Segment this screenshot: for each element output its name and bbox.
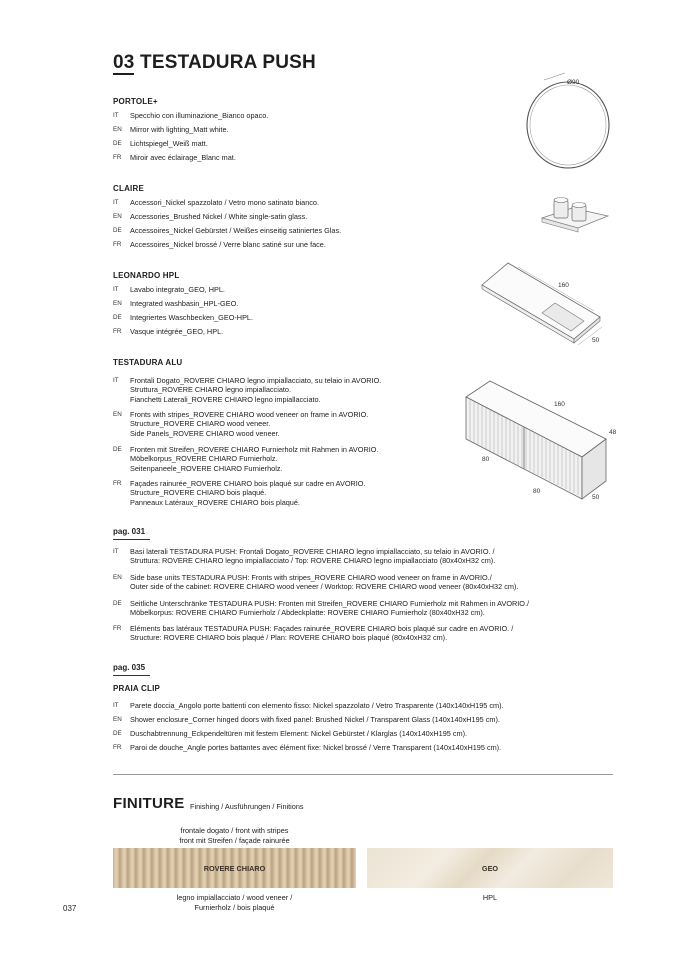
lang-code: DE [113,446,122,453]
lang-code: DE [113,600,122,607]
mirror-diagram [520,70,620,180]
lang-code: DE [113,140,122,147]
lang-code: IT [113,112,119,119]
cabinet-left-width-label: 80 [482,456,490,463]
section-divider [113,774,613,775]
list-item-text: Eléments bas latéraux TESTADURA PUSH: Façades rainurée_ROVERE CHIARO bois plaqué sur cadre en AVORIO. / Structure: ROVERE CHIARO bois plaqué / Plan: ROVERE CHIARO bois plaqué (80x40xH32 cm). [130,624,514,643]
cabinet-width-label: 160 [554,401,565,408]
list-item-text: Miroir avec éclairage_Blanc mat. [130,153,236,162]
section-title-testadura-alu: TESTADURA ALU [113,358,183,367]
mirror-inner-outline [530,85,606,165]
swatch-geo [367,848,613,888]
list-item-text: Duschabtrennung_Eckpendeltüren mit festem Element: Nickel Gebürstet / Klarglas (140x140xH195 cm). [130,729,468,738]
mirror-diameter-label: Ø90 [567,79,580,86]
swatch-rovere-chiaro [113,848,356,888]
list-item-text: Lavabo integrato_GEO, HPL. [130,285,225,294]
swatch-label: ROVERE CHIARO [203,863,266,873]
washbasin-top [482,263,600,339]
list-item-text: Seitliche Unterschränke TESTADURA PUSH: Fronten mit Streifen_ROVERE CHIARO Furnierholz mit Rahmen in AVORIO./ Möbelkorpus: ROVERE CHIARO Furnierholz / Abdeckplatte: ROVERE CHIARO Furnierholz (80x40xH32 cm). [130,599,530,618]
list-item-text: Side base units TESTADURA PUSH: Fronts with stripes_ROVERE CHIARO wood veneer on frame in AVORIO./ Outer side of the cabinet: ROVERE CHIARO wood veneer / Worktop: ROVERE CHIARO wood veneer (80x40xH32 cm). [130,573,519,592]
list-item-text: Vasque intégrée_GEO, HPL. [130,327,224,336]
title-underline [113,73,134,75]
lang-code: IT [113,548,119,555]
lang-code: FR [113,480,122,487]
cabinet-diagram [462,375,620,503]
front-caption-line-1: frontale dogato / front with stripes [180,826,289,835]
lang-code: EN [113,574,122,581]
finiture-subtitle: Finishing / Ausführungen / Finitions [190,802,304,811]
page-reference-031: pag. 031 [113,527,146,536]
list-item-text: Specchio con illuminazione_Bianco opaco. [130,111,269,120]
washbasin-depth-label: 50 [592,337,600,344]
list-item-text: Fronts with stripes_ROVERE CHIARO wood veneer on frame in AVORIO. Structure_ROVERE CHIARO wood veneer. Side Panels_ROVERE CHIARO wood veneer. [130,410,369,438]
list-item-text: Paroi de douche_Angle portes battantes avec élément fixe: Nickel brossé / Verre Transparent (140x140xH195 cm). [130,743,502,752]
lang-code: DE [113,730,122,737]
lang-code: EN [113,213,122,220]
lang-code: IT [113,286,119,293]
page-title: 03 TESTADURA PUSH [113,52,316,73]
lang-code: EN [113,126,122,133]
dispenser-top [572,203,586,208]
swatch-label: GEO [481,863,499,873]
list-item-text: Fronten mit Streifen_ROVERE CHIARO Furnierholz mit Rahmen in AVORIO. Möbelkorpus_ROVERE CHIARO Furnierholz. Seitenpaneele_ROVERE CHIARO Furnierholz. [130,445,379,473]
dimension-line [544,73,565,80]
finiture-title: FINITURE [113,795,185,812]
washbasin-diagram [478,255,608,350]
accessories-diagram [538,188,613,236]
page-reference-035: pag. 035 [113,663,146,672]
lang-code: EN [113,716,122,723]
section-title-portole: PORTOLE+ [113,97,158,106]
list-item-text: Integrated washbasin_HPL-GEO. [130,299,239,308]
section-title-leonardo: LEONARDO HPL [113,271,180,280]
tumbler-top [554,198,568,203]
list-item-text: Shower enclosure_Corner hinged doors with fixed panel: Brushed Nickel / Transparent Glass (140x140xH195 cm). [130,715,500,724]
lang-code: FR [113,154,122,161]
page-number: 037 [63,904,77,913]
lang-code: EN [113,300,122,307]
cabinet-depth-label: 50 [592,494,600,501]
mirror-outline [527,82,609,168]
washbasin-width-label: 160 [558,282,569,289]
swatch-caption-geo: HPL [482,893,498,902]
list-item-text: Mirror with lighting_Matt white. [130,125,229,134]
swatch-caption-line-2: Furnierholz / bois plaqué [194,903,275,912]
list-item-text: Accessoires_Nickel Gebürstet / Weißes einseitig satiniertes Glas. [130,226,342,235]
lang-code: IT [113,199,119,206]
list-item-text: Accessories_Brushed Nickel / White single-satin glass. [130,212,308,221]
lang-code: FR [113,241,122,248]
cabinet-right-width-label: 80 [533,488,541,495]
front-caption-line-2: front mit Streifen / façade rainurée [179,836,290,845]
lang-code: FR [113,744,122,751]
lang-code: EN [113,411,122,418]
list-item-text: Façades rainurée_ROVERE CHIARO bois plaqué sur cadre en AVORIO. Structure_ROVERE CHIARO bois plaqué. Panneaux Latéraux_ROVERE CHIARO bois plaqué. [130,479,366,507]
list-item-text: Frontali Dogato_ROVERE CHIARO legno impiallacciato, su telaio in AVORIO. Struttura_ROVERE CHIARO legno impiallacciato. Fianchetti Laterali_ROVERE CHIARO legno impiallacciato. [130,376,382,404]
swatch-caption-line-1: legno impiallacciato / wood veneer / [176,893,293,902]
section-title-praia-clip: PRAIA CLIP [113,684,161,693]
list-item-text: Parete doccia_Angolo porte battenti con elemento fisso: Nickel spazzolato / Vetro Trasparente (140x140xH195 cm). [130,701,504,710]
list-item-text: Basi laterali TESTADURA PUSH: Frontali Dogato_ROVERE CHIARO legno impiallacciato, su telaio in AVORIO. / Struttura: ROVERE CHIARO legno impiallacciato / Top: ROVERE CHIARO legno impiallacciato (80x40xH32 cm). [130,547,496,566]
list-item-text: Accessori_Nickel spazzolato / Vetro mono satinato bianco. [130,198,320,207]
lang-code: FR [113,625,122,632]
list-item-text: Accessoires_Nickel brossé / Verre blanc satiné sur une face. [130,240,326,249]
divider [113,675,150,676]
lang-code: IT [113,702,119,709]
lang-code: DE [113,227,122,234]
lang-code: FR [113,328,122,335]
lang-code: IT [113,377,119,384]
divider [113,539,150,540]
cabinet-height-label: 48 [609,429,617,436]
section-title-claire: CLAIRE [113,184,144,193]
list-item-text: Lichtspiegel_Weiß matt. [130,139,208,148]
list-item-text: Integriertes Waschbecken_GEO-HPL. [130,313,254,322]
lang-code: DE [113,314,122,321]
